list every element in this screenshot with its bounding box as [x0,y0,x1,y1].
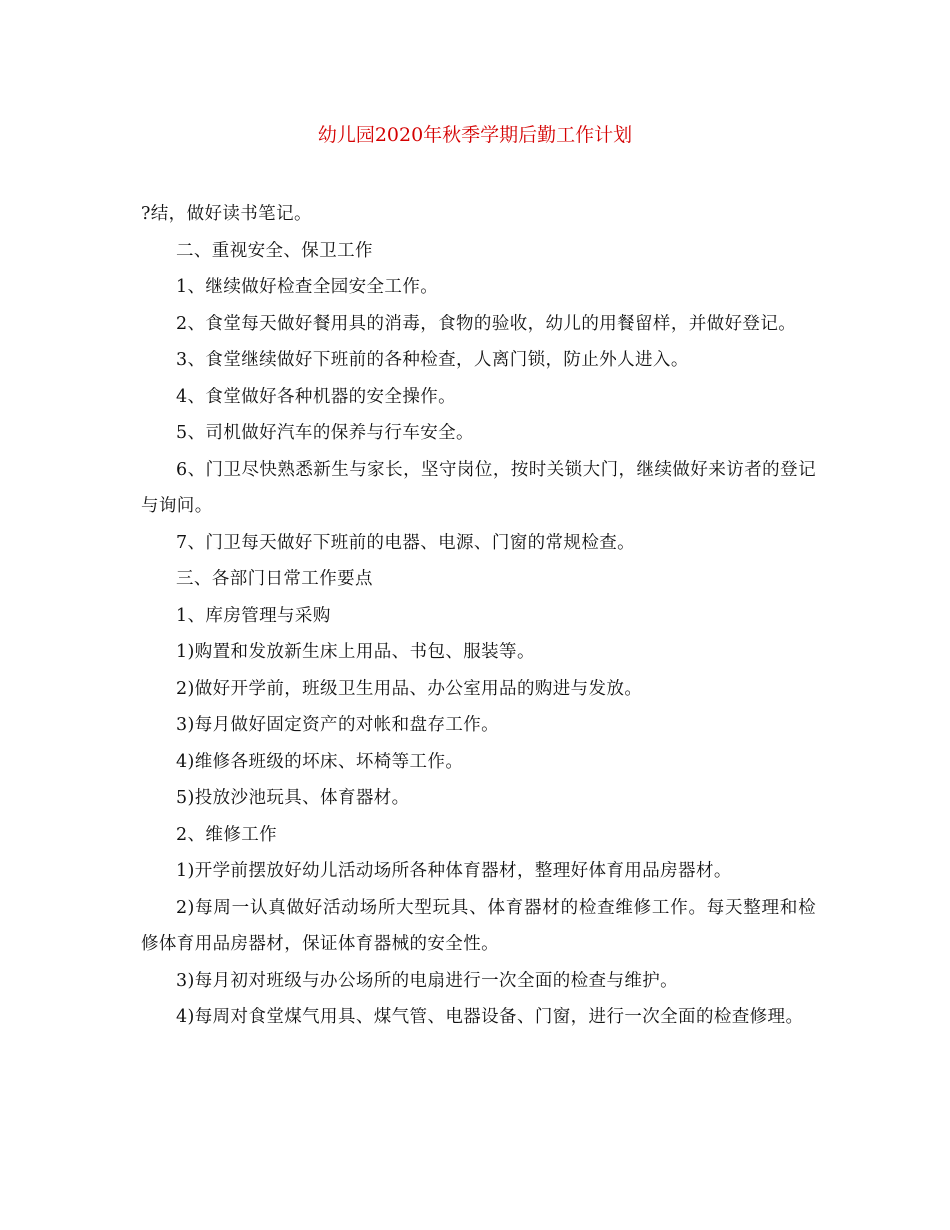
paragraph: 5)投放沙池玩具、体育器材。 [176,788,410,808]
document-body [141,196,816,1036]
paragraph: 4)维修各班级的坏床、坏椅等工作。 [176,751,464,772]
section-heading-safety: 二、重视安全、保卫工作 [176,240,373,261]
paragraph: 2)每周一认真做好活动场所大型玩具、体育器材的检查维修工作。每天整理和检修体育用品房器材，保证体育器械的安全性。 [141,897,816,954]
paragraph: 2、食堂每天做好餐用具的消毒，食物的验收，幼儿的用餐留样，并做好登记。 [176,313,797,334]
paragraph: 1、继续做好检查全园安全工作。 [176,277,439,297]
paragraph: 1)购置和发放新生床上用品、书包、服装等。 [176,642,535,662]
paragraph: ?结，做好读书笔记。 [141,204,312,224]
paragraph: 6、门卫尽快熟悉新生与家长，坚守岗位，按时关锁大门，继续做好来访者的登记与询问。 [141,459,816,516]
paragraph: 5、司机做好汽车的保养与行车安全。 [176,423,474,443]
section-heading-departments: 三、各部门日常工作要点 [176,569,373,589]
paragraph: 3)每月初对班级与办公场所的电扇进行一次全面的检查与维护。 [176,970,679,991]
subsection-heading-storage: 1、库房管理与采购 [176,605,331,626]
subsection-heading-maintenance: 2、维修工作 [176,824,278,845]
paragraph: 3)每月做好固定资产的对帐和盘存工作。 [176,715,500,735]
paragraph: 2)做好开学前，班级卫生用品、办公室用品的购进与发放。 [176,678,643,699]
paragraph: 3、食堂继续做好下班前的各种检查，人离门锁，防止外人进入。 [176,350,689,370]
paragraph: 1)开学前摆放好幼儿活动场所各种体育器材，整理好体育用品房器材。 [176,861,732,881]
document-title: 幼儿园2020年秋季学期后勤工作计划 [317,124,633,146]
paragraph: 7、门卫每天做好下班前的电器、电源、门窗的常规检查。 [176,532,636,553]
paragraph: 4)每周对食堂煤气用具、煤气管、电器设备、门窗，进行一次全面的检查修理。 [176,1007,804,1027]
paragraph: 4、食堂做好各种机器的安全操作。 [176,386,457,407]
